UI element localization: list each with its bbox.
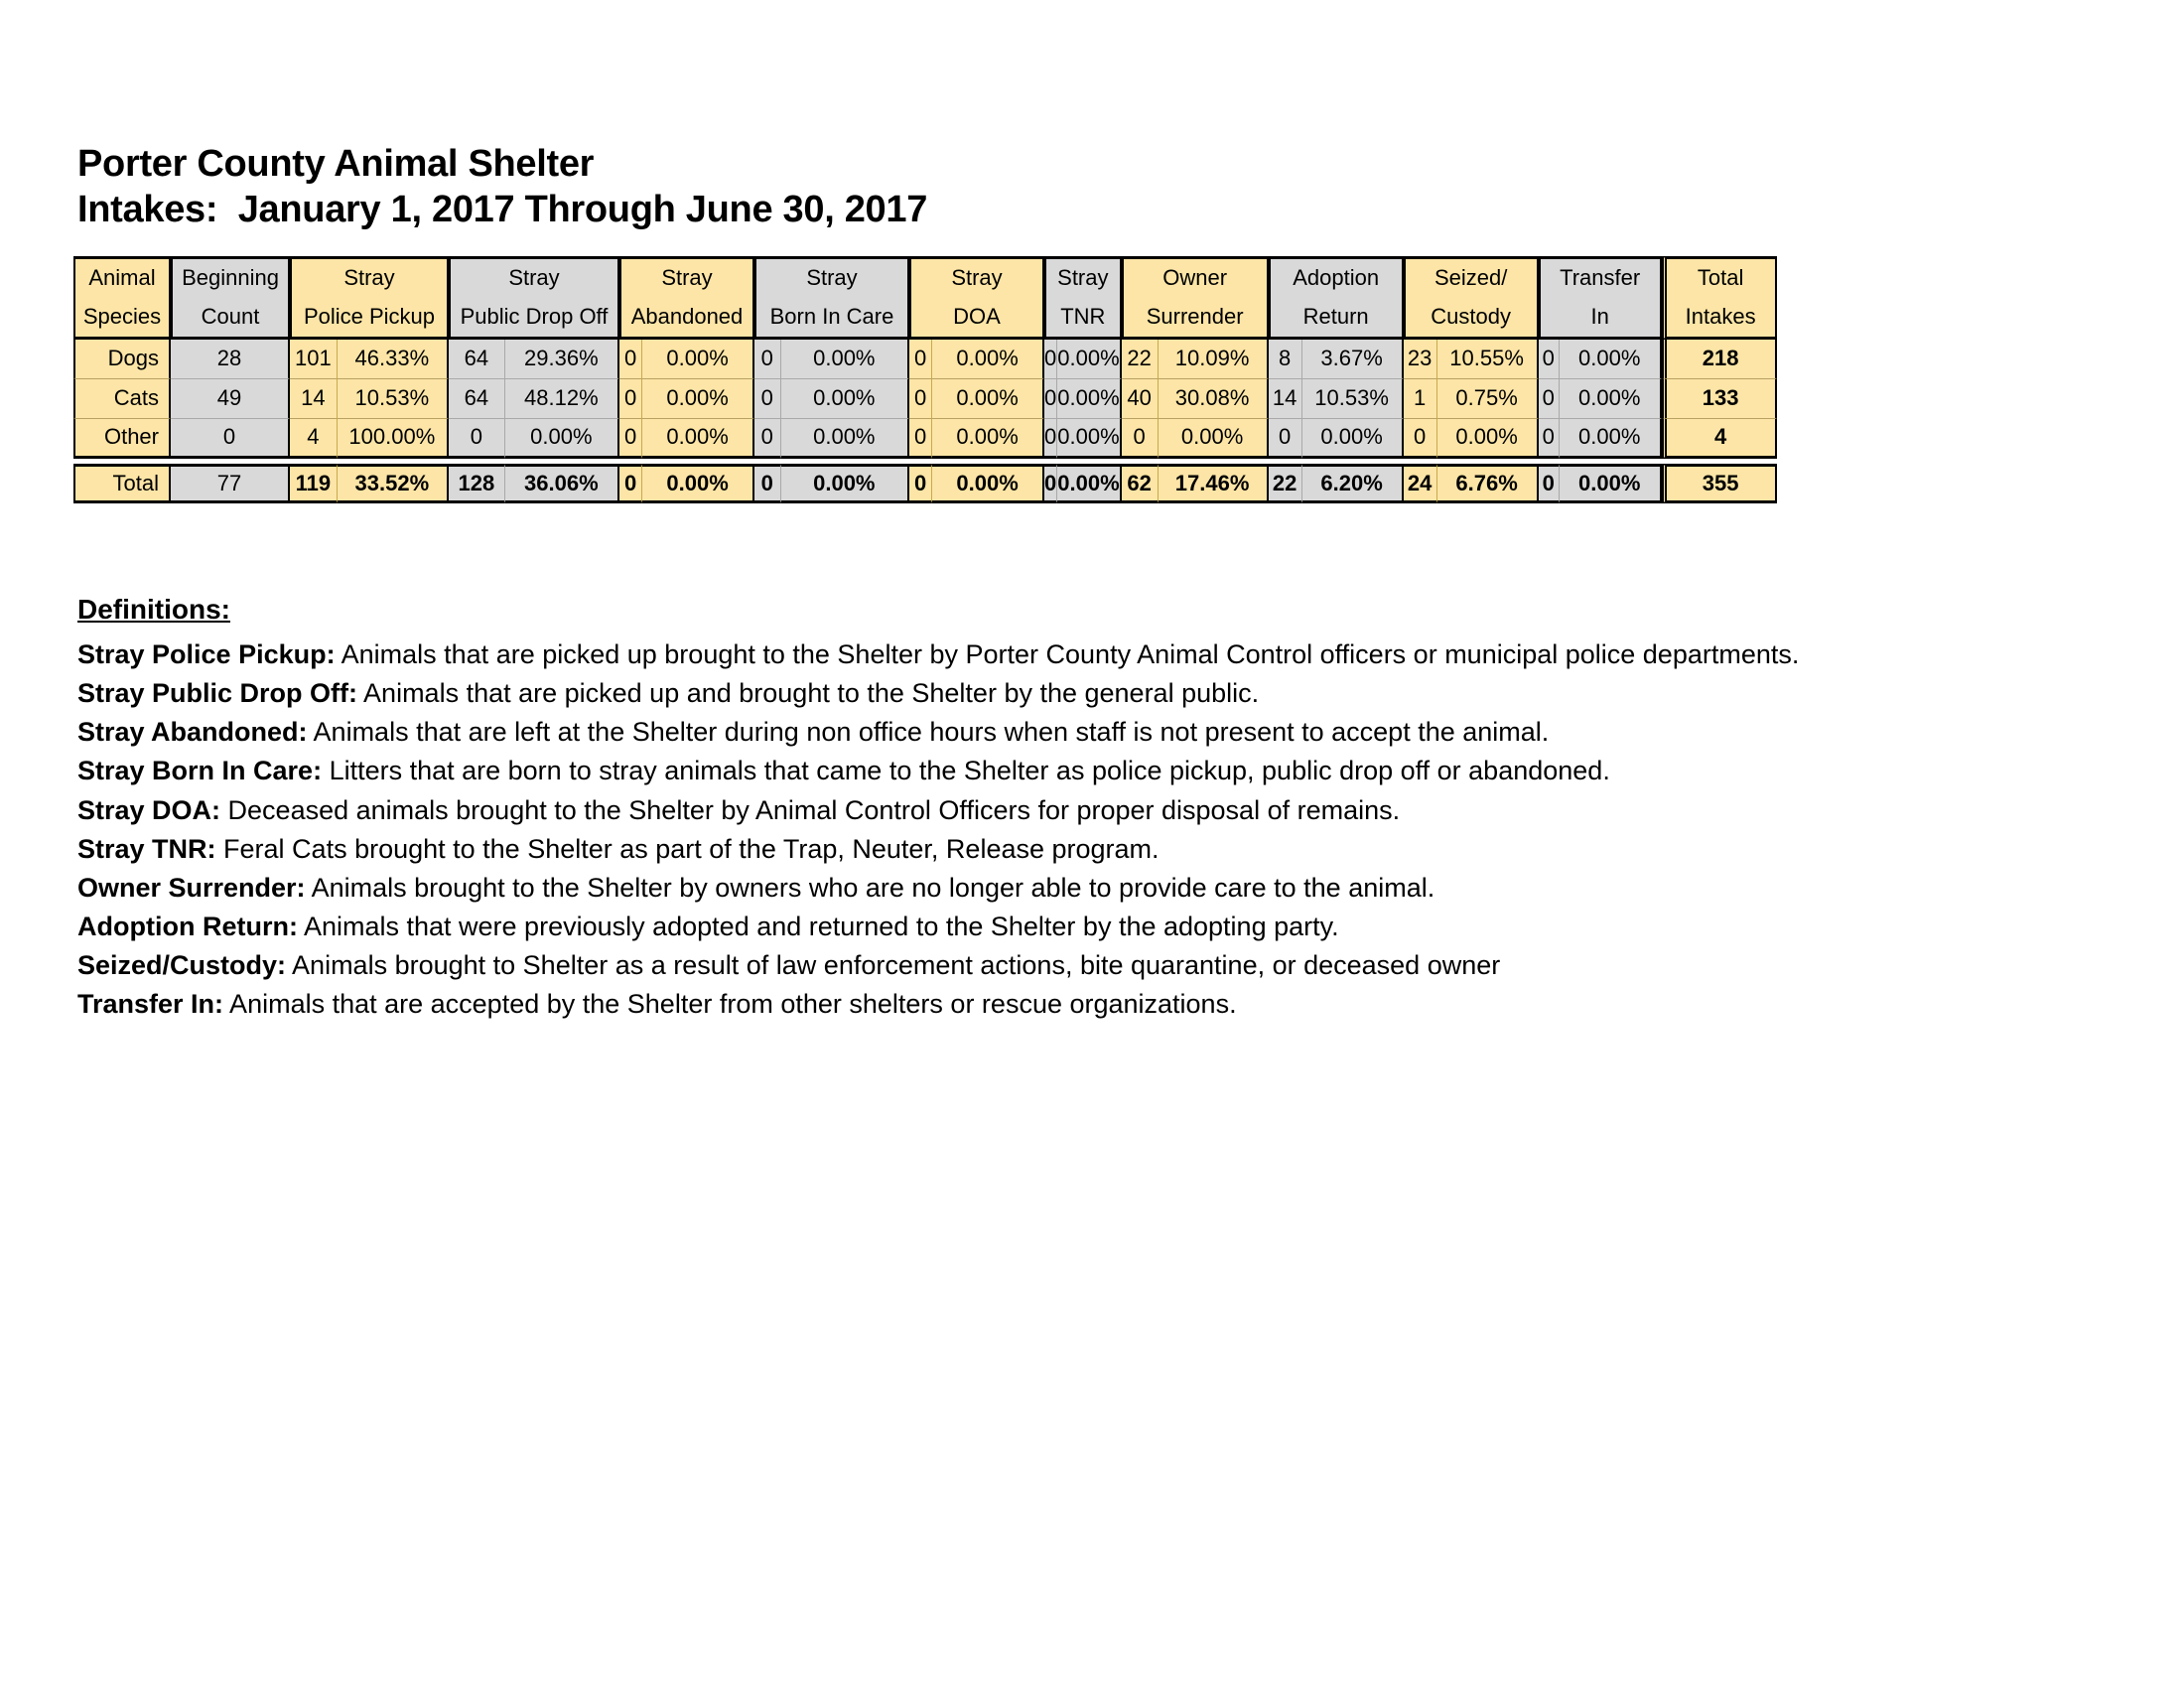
definition-item — [77, 791, 2113, 830]
cell-owner-surrender-pct: 30.08% — [1159, 379, 1269, 419]
definition-text: Deceased animals brought to the Shelter by Animal Control Officers for proper disposal of remains. — [220, 794, 1401, 825]
cell-transfer-in-pct: 0.00% — [1560, 340, 1662, 379]
cell-tnr-count: 0 — [1044, 379, 1057, 419]
cell-total-public-drop-off-count: 128 — [449, 464, 505, 503]
cell-total-transfer-in-count: 0 — [1539, 464, 1560, 503]
header-public-drop-off: Public Drop Off — [449, 298, 619, 340]
header-stray-doa-top: Stray — [909, 256, 1044, 298]
definition-text: Litters that are born to stray animals that came to the Shelter as police pickup, public drop off or abandoned. — [322, 756, 1610, 786]
cell-adoption-return-count: 14 — [1269, 379, 1302, 419]
cell-abandoned-pct: 0.00% — [642, 419, 754, 459]
cell-born-in-care-count: 0 — [754, 379, 781, 419]
intakes-table — [73, 256, 1777, 503]
cell-species: Cats — [73, 379, 171, 419]
definition-text: Animals brought to Shelter as a result of law enforcement actions, bite quarantine, or deceased owner — [286, 950, 1501, 981]
cell-adoption-return-pct: 0.00% — [1302, 419, 1404, 459]
cell-doa-count: 0 — [909, 340, 932, 379]
definition-item — [77, 635, 2113, 674]
cell-transfer-in-pct: 0.00% — [1560, 379, 1662, 419]
cell-born-in-care-pct: 0.00% — [781, 419, 909, 459]
header-abandoned: Abandoned — [619, 298, 754, 340]
cell-public-drop-off-pct: 48.12% — [505, 379, 619, 419]
cell-doa-count: 0 — [909, 379, 932, 419]
cell-abandoned-count: 0 — [619, 379, 642, 419]
header-beginning: Beginning — [171, 256, 290, 298]
cell-abandoned-pct: 0.00% — [642, 379, 754, 419]
definition-text: Animals brought to the Shelter by owners who are no longer able to provide care to the animal. — [305, 872, 1435, 903]
definition-text: Animals that are left at the Shelter during non office hours when staff is not present to accept the animal. — [307, 717, 1550, 748]
report-title-block — [77, 141, 927, 233]
cell-abandoned-pct: 0.00% — [642, 340, 754, 379]
header-stray-tnr-top: Stray — [1044, 256, 1122, 298]
cell-total-abandoned-pct: 0.00% — [642, 464, 754, 503]
table-row — [73, 340, 1777, 379]
cell-transfer-in-count: 0 — [1539, 340, 1560, 379]
intakes-table-wrapper — [73, 256, 1777, 503]
cell-total-beginning-count: 77 — [171, 464, 290, 503]
cell-transfer-in-pct: 0.00% — [1560, 419, 1662, 459]
definition-item — [77, 869, 2113, 908]
definition-item — [77, 713, 2113, 752]
cell-tnr-pct: 0.00% — [1057, 419, 1121, 459]
cell-owner-surrender-count: 22 — [1122, 340, 1159, 379]
cell-total-adoption-return-pct: 6.20% — [1302, 464, 1404, 503]
cell-public-drop-off-count: 64 — [449, 340, 505, 379]
header-stray-abandoned-top: Stray — [619, 256, 754, 298]
cell-total-police-pickup-pct: 33.52% — [338, 464, 449, 503]
definition-item — [77, 908, 2113, 946]
cell-total-owner-surrender-pct: 17.46% — [1159, 464, 1269, 503]
cell-total-born-in-care-pct: 0.00% — [781, 464, 909, 503]
cell-police-pickup-pct: 46.33% — [338, 340, 449, 379]
header-animal: Animal — [73, 256, 171, 298]
header-seized-custody-top: Seized/ — [1404, 256, 1539, 298]
definition-text: Animals that were previously adopted and returned to the Shelter by the adopting party. — [297, 911, 1339, 941]
page-subtitle: Intakes: January 1, 2017 Through June 30, 2017 — [77, 189, 928, 231]
header-species: Species — [73, 298, 171, 340]
cell-total-intakes-grand: 355 — [1662, 464, 1777, 503]
definition-term: Transfer In: — [77, 989, 224, 1020]
definition-item — [77, 985, 2113, 1024]
definition-text: Animals that are picked up brought to the Shelter by Porter County Animal Control officers or municipal police departments. — [335, 639, 1800, 669]
definition-term: Stray Police Pickup: — [77, 639, 336, 669]
table-row — [73, 419, 1777, 459]
cell-total-seized-custody-count: 24 — [1404, 464, 1437, 503]
page-title: Porter County Animal Shelter — [77, 143, 595, 185]
cell-abandoned-count: 0 — [619, 419, 642, 459]
definition-text: Animals that are accepted by the Shelter from other shelters or rescue organizations. — [223, 989, 1237, 1020]
header-count: Count — [171, 298, 290, 340]
header-doa: DOA — [909, 298, 1044, 340]
cell-total-police-pickup-count: 119 — [290, 464, 338, 503]
cell-owner-surrender-pct: 0.00% — [1159, 419, 1269, 459]
cell-adoption-return-pct: 3.67% — [1302, 340, 1404, 379]
header-police-pickup: Police Pickup — [290, 298, 449, 340]
header-transfer-in-top: Transfer — [1539, 256, 1662, 298]
definition-item — [77, 830, 2113, 869]
table-header — [73, 256, 1777, 340]
cell-police-pickup-pct: 10.53% — [338, 379, 449, 419]
cell-police-pickup-count: 4 — [290, 419, 338, 459]
definition-term: Stray DOA: — [77, 794, 221, 825]
cell-seized-custody-pct: 0.00% — [1437, 419, 1539, 459]
definition-item — [77, 752, 2113, 790]
header-adoption-return-top: Adoption — [1269, 256, 1404, 298]
definition-item — [77, 946, 2113, 985]
cell-beginning-count: 0 — [171, 419, 290, 459]
definition-term: Owner Surrender: — [77, 872, 306, 903]
cell-tnr-count: 0 — [1044, 340, 1057, 379]
cell-species: Other — [73, 419, 171, 459]
cell-transfer-in-count: 0 — [1539, 379, 1560, 419]
cell-abandoned-count: 0 — [619, 340, 642, 379]
cell-born-in-care-count: 0 — [754, 340, 781, 379]
cell-doa-count: 0 — [909, 419, 932, 459]
cell-seized-custody-count: 23 — [1404, 340, 1437, 379]
definition-term: Stray Abandoned: — [77, 717, 308, 748]
cell-seized-custody-pct: 10.55% — [1437, 340, 1539, 379]
cell-doa-pct: 0.00% — [932, 419, 1044, 459]
cell-seized-custody-count: 1 — [1404, 379, 1437, 419]
cell-total-public-drop-off-pct: 36.06% — [505, 464, 619, 503]
cell-total-born-in-care-count: 0 — [754, 464, 781, 503]
cell-seized-custody-pct: 0.75% — [1437, 379, 1539, 419]
cell-tnr-pct: 0.00% — [1057, 340, 1121, 379]
definition-term: Stray Public Drop Off: — [77, 678, 358, 709]
cell-public-drop-off-count: 0 — [449, 419, 505, 459]
header-row-bottom — [73, 298, 1777, 340]
cell-total-doa-count: 0 — [909, 464, 932, 503]
cell-seized-custody-count: 0 — [1404, 419, 1437, 459]
header-row-top — [73, 256, 1777, 298]
cell-police-pickup-count: 14 — [290, 379, 338, 419]
header-stray-public-drop-off-top: Stray — [449, 256, 619, 298]
definition-term: Seized/Custody: — [77, 950, 287, 981]
definition-item — [77, 674, 2113, 713]
definition-term: Adoption Return: — [77, 911, 298, 941]
cell-beginning-count: 28 — [171, 340, 290, 379]
header-return: Return — [1269, 298, 1404, 340]
table-body — [73, 340, 1777, 503]
cell-total-seized-custody-pct: 6.76% — [1437, 464, 1539, 503]
header-total-top: Total — [1662, 256, 1777, 298]
header-custody: Custody — [1404, 298, 1539, 340]
cell-adoption-return-count: 0 — [1269, 419, 1302, 459]
cell-owner-surrender-pct: 10.09% — [1159, 340, 1269, 379]
definition-text: Feral Cats brought to the Shelter as part of the Trap, Neuter, Release program. — [215, 833, 1160, 864]
cell-total-intakes: 218 — [1662, 340, 1777, 379]
cell-total-owner-surrender-count: 62 — [1122, 464, 1159, 503]
cell-total-transfer-in-pct: 0.00% — [1560, 464, 1662, 503]
cell-born-in-care-pct: 0.00% — [781, 340, 909, 379]
definition-term: Stray TNR: — [77, 833, 216, 864]
definition-text: Animals that are picked up and brought to the Shelter by the general public. — [357, 678, 1260, 709]
cell-police-pickup-pct: 100.00% — [338, 419, 449, 459]
cell-total-tnr-count: 0 — [1044, 464, 1057, 503]
cell-public-drop-off-pct: 0.00% — [505, 419, 619, 459]
cell-public-drop-off-count: 64 — [449, 379, 505, 419]
cell-total-intakes: 133 — [1662, 379, 1777, 419]
header-born-in-care: Born In Care — [754, 298, 909, 340]
cell-tnr-count: 0 — [1044, 419, 1057, 459]
header-total-intakes: Intakes — [1662, 298, 1777, 340]
cell-total-label: Total — [73, 464, 171, 503]
cell-doa-pct: 0.00% — [932, 340, 1044, 379]
cell-public-drop-off-pct: 29.36% — [505, 340, 619, 379]
cell-transfer-in-count: 0 — [1539, 419, 1560, 459]
definitions-section — [77, 594, 2113, 1024]
cell-adoption-return-count: 8 — [1269, 340, 1302, 379]
header-owner-surrender-top: Owner — [1122, 256, 1269, 298]
cell-adoption-return-pct: 10.53% — [1302, 379, 1404, 419]
header-stray-born-in-care-top: Stray — [754, 256, 909, 298]
cell-born-in-care-count: 0 — [754, 419, 781, 459]
cell-total-abandoned-count: 0 — [619, 464, 642, 503]
header-in: In — [1539, 298, 1662, 340]
cell-total-tnr-pct: 0.00% — [1057, 464, 1121, 503]
cell-total-adoption-return-count: 22 — [1269, 464, 1302, 503]
definition-term: Stray Born In Care: — [77, 756, 323, 786]
cell-species: Dogs — [73, 340, 171, 379]
header-surrender: Surrender — [1122, 298, 1269, 340]
cell-total-doa-pct: 0.00% — [932, 464, 1044, 503]
cell-police-pickup-count: 101 — [290, 340, 338, 379]
cell-born-in-care-pct: 0.00% — [781, 379, 909, 419]
cell-tnr-pct: 0.00% — [1057, 379, 1121, 419]
header-stray-police-pickup-top: Stray — [290, 256, 449, 298]
cell-total-intakes: 4 — [1662, 419, 1777, 459]
definitions-heading: Definitions: — [77, 594, 230, 625]
cell-owner-surrender-count: 0 — [1122, 419, 1159, 459]
table-row — [73, 379, 1777, 419]
header-tnr: TNR — [1044, 298, 1122, 340]
table-total-row — [73, 464, 1777, 503]
cell-beginning-count: 49 — [171, 379, 290, 419]
cell-doa-pct: 0.00% — [932, 379, 1044, 419]
cell-owner-surrender-count: 40 — [1122, 379, 1159, 419]
